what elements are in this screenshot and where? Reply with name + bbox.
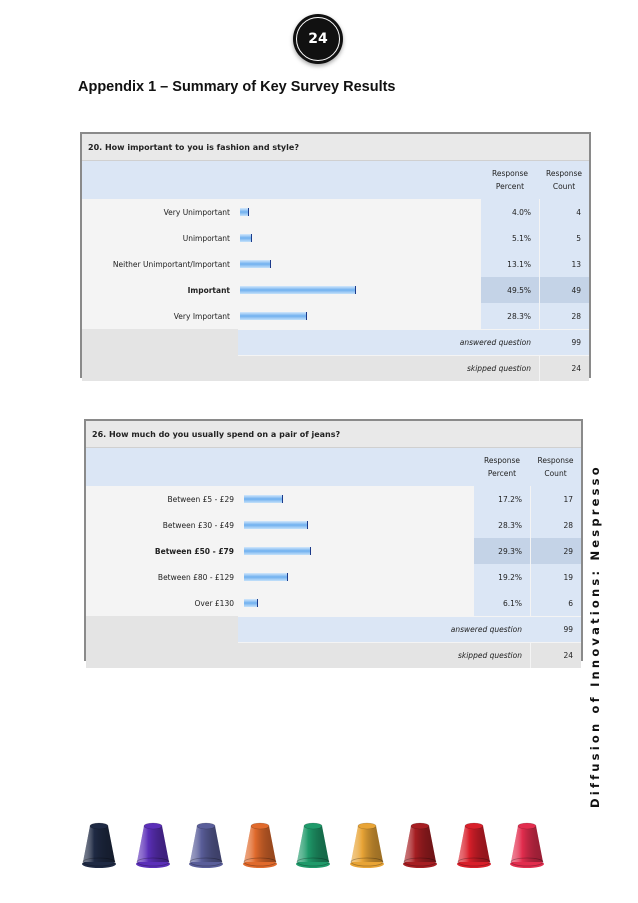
response-percent: 17.2% — [474, 486, 530, 512]
coffee-capsule-slate-purple-icon — [187, 820, 225, 870]
skipped-question-count: 24 — [539, 355, 589, 381]
answer-row — [82, 225, 589, 251]
skipped-question-label: skipped question — [238, 355, 539, 381]
page-number-badge — [293, 14, 343, 64]
response-count: 28 — [530, 512, 581, 538]
survey-table-fashion — [80, 132, 591, 378]
coffee-capsule-violet-icon — [134, 820, 172, 870]
vertical-side-title: Diffusion of Innovations: Nespresso — [588, 464, 602, 808]
response-count: 29 — [530, 538, 581, 564]
response-count: 5 — [539, 225, 589, 251]
response-percent: 13.1% — [481, 251, 539, 277]
bar-cell — [240, 225, 481, 251]
skipped-question-row — [86, 642, 581, 668]
response-bar — [240, 312, 307, 320]
answer-label: Between £5 - £29 — [167, 494, 234, 504]
response-bar — [244, 495, 283, 503]
answer-row — [86, 564, 581, 590]
response-bar — [244, 599, 258, 607]
answer-row — [86, 590, 581, 616]
coffee-capsule-dark-navy-icon — [80, 820, 118, 870]
answered-question-count: 99 — [539, 329, 589, 355]
answer-label: Neither Unimportant/Important — [112, 259, 230, 269]
response-bar — [240, 208, 249, 216]
response-count: 4 — [539, 199, 589, 225]
response-bar — [244, 521, 308, 529]
answer-label: Important — [187, 285, 230, 295]
page-heading: Appendix 1 – Summary of Key Survey Results — [78, 79, 396, 95]
skipped-question-row — [82, 355, 589, 381]
answer-label: Very Important — [173, 311, 230, 321]
skipped-question-count: 24 — [530, 642, 581, 668]
response-bar — [244, 547, 311, 555]
answered-question-row — [82, 329, 589, 355]
answered-question-count: 99 — [530, 616, 581, 642]
bar-cell — [244, 486, 474, 512]
coffee-capsule-dark-red-icon — [401, 820, 439, 870]
bar-cell — [244, 538, 474, 564]
answer-label: Over £130 — [194, 598, 234, 608]
answer-row — [86, 486, 581, 512]
bar-cell — [244, 512, 474, 538]
answer-row — [82, 199, 589, 225]
response-bar — [240, 286, 356, 294]
answered-question-label: answered question — [238, 329, 539, 355]
column-header-row — [86, 448, 581, 486]
bar-cell — [240, 199, 481, 225]
answer-label: Very Unimportant — [163, 207, 230, 217]
response-count: 17 — [530, 486, 581, 512]
response-count: 13 — [539, 251, 589, 277]
response-count: 19 — [530, 564, 581, 590]
coffee-capsule-green-icon — [294, 820, 332, 870]
answer-row — [82, 277, 589, 303]
response-percent: 5.1% — [481, 225, 539, 251]
response-bar — [240, 234, 252, 242]
answer-rows — [82, 199, 589, 329]
response-percent: 19.2% — [474, 564, 530, 590]
response-percent-header: Response Percent — [491, 169, 529, 191]
response-bar — [244, 573, 288, 581]
bar-cell — [244, 590, 474, 616]
question-title: 26. How much do you usually spend on a pair of jeans? — [86, 421, 581, 448]
answered-question-row — [86, 616, 581, 642]
answer-row — [86, 512, 581, 538]
bar-cell — [240, 303, 481, 329]
answer-row — [86, 538, 581, 564]
answer-row — [82, 251, 589, 277]
answer-row — [82, 303, 589, 329]
answer-rows — [86, 486, 581, 616]
response-percent: 28.3% — [481, 303, 539, 329]
response-count-header: Response Count — [545, 169, 583, 191]
answered-question-label: answered question — [238, 616, 530, 642]
question-title: 20. How important to you is fashion and style? — [82, 134, 589, 161]
response-percent: 49.5% — [481, 277, 539, 303]
response-bar — [240, 260, 271, 268]
response-percent-header: Response Percent — [483, 456, 521, 478]
response-count: 49 — [539, 277, 589, 303]
response-count: 28 — [539, 303, 589, 329]
page-number: 24 — [308, 31, 328, 47]
response-count: 6 — [530, 590, 581, 616]
survey-table-jeans — [84, 419, 583, 661]
response-percent: 28.3% — [474, 512, 530, 538]
answer-label: Between £30 - £49 — [162, 520, 234, 530]
answer-label: Unimportant — [182, 233, 230, 243]
bar-cell — [240, 277, 481, 303]
coffee-capsule-red-icon — [455, 820, 493, 870]
column-header-row — [82, 161, 589, 199]
response-percent: 29.3% — [474, 538, 530, 564]
response-count-header: Response Count — [537, 456, 574, 478]
coffee-capsule-orange-icon — [241, 820, 279, 870]
coffee-capsule-pink-icon — [508, 820, 546, 870]
answer-label: Between £50 - £79 — [154, 546, 234, 556]
coffee-capsule-gold-icon — [348, 820, 386, 870]
response-percent: 4.0% — [481, 199, 539, 225]
bar-cell — [240, 251, 481, 277]
response-percent: 6.1% — [474, 590, 530, 616]
capsule-strip — [80, 812, 546, 870]
answer-label: Between £80 - £129 — [157, 572, 234, 582]
bar-cell — [244, 564, 474, 590]
skipped-question-label: skipped question — [238, 642, 530, 668]
